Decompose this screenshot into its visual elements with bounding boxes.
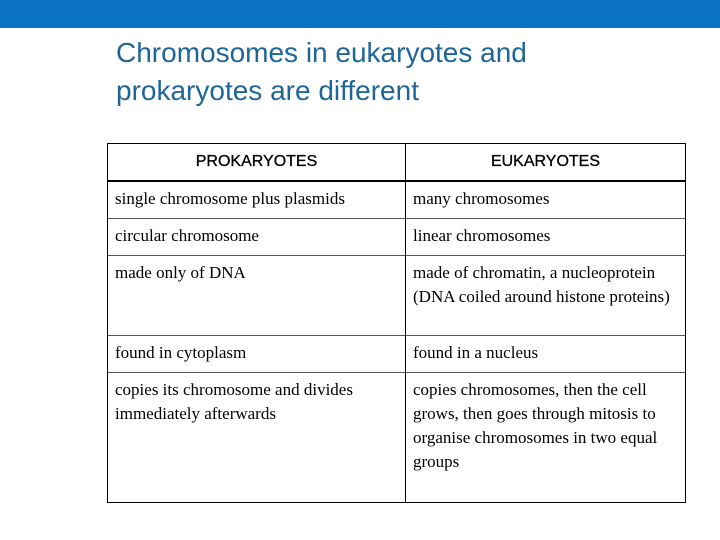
table-header-row [108,144,686,182]
header-prokaryotes: PROKARYOTES [108,144,406,182]
eukaryote-cell: many chromosomes [406,181,686,219]
header-accent-bar [0,0,720,28]
eukaryote-cell: copies chromosomes, then the cell grows, then goes through mitosis to organise chromosomes in two equal groups [406,373,686,503]
prokaryote-cell: found in cytoplasm [108,336,406,373]
comparison-table [107,143,686,503]
eukaryote-cell: made of chromatin, a nucleoprotein (DNA coiled around histone proteins) [406,256,686,336]
table-row [108,181,686,219]
prokaryote-cell: made only of DNA [108,256,406,336]
header-eukaryotes: EUKARYOTES [406,144,686,182]
prokaryote-cell: single chromosome plus plasmids [108,181,406,219]
slide-title: Chromosomes in eukaryotes and prokaryotes are different [116,37,527,106]
eukaryote-cell: linear chromosomes [406,219,686,256]
eukaryote-cell: found in a nucleus [406,336,686,373]
prokaryote-cell: circular chromosome [108,219,406,256]
table-row [108,219,686,256]
prokaryote-cell: copies its chromosome and divides immediately afterwards [108,373,406,503]
table-row [108,373,686,503]
table-row [108,256,686,336]
table-row [108,336,686,373]
